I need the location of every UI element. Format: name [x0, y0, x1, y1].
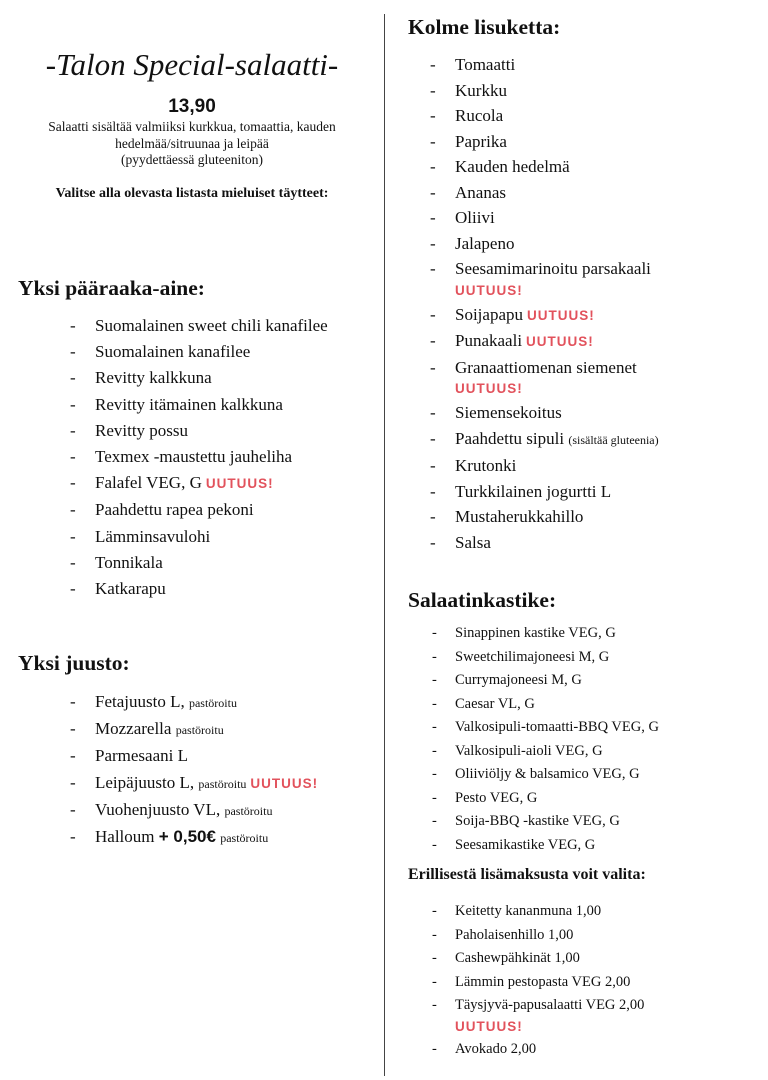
- menu-item: [430, 740, 659, 764]
- description-line: hedelmää/sitruunaa ja leipää: [115, 135, 269, 151]
- dressing-list: [430, 622, 659, 857]
- new-badge: UUTUUS!: [205, 476, 274, 492]
- menu-item-label: Tonnikala: [95, 552, 163, 572]
- menu-item: [430, 355, 659, 399]
- menu-item: [70, 550, 328, 576]
- menu-item: [430, 716, 659, 740]
- menu-item-label: Avokado 2,00: [455, 1040, 537, 1057]
- menu-item-label: Jalapeno: [455, 233, 515, 253]
- menu-item: [430, 302, 659, 329]
- menu-item-label: Soijapapu: [455, 304, 523, 324]
- menu-item: [70, 689, 318, 716]
- menu-item: [430, 426, 659, 454]
- menu-item-label: Krutonki: [455, 456, 517, 475]
- menu-item: [430, 787, 659, 811]
- menu-item-label: Valkosipuli-tomaatti-BBQ VEG, G: [455, 719, 659, 735]
- menu-item-note: pastöroitu: [198, 776, 247, 791]
- menu-item-label: Revitty kalkkuna: [95, 368, 212, 388]
- menu-item: [70, 392, 328, 418]
- menu-item-label: Valkosipuli-aioli VEG, G: [455, 742, 603, 759]
- menu-item: [70, 743, 318, 769]
- menu-item: [430, 810, 659, 834]
- extras-heading: Erillisestä lisämaksusta voit valita:: [408, 866, 646, 883]
- menu-item: [430, 994, 644, 1036]
- menu-item: [430, 154, 659, 180]
- menu-item: [70, 444, 328, 470]
- menu-item-label: Granaattiomenan siemenet: [455, 357, 637, 377]
- sides-list: [430, 52, 659, 555]
- menu-item: [430, 900, 644, 924]
- menu-item-note: pastöroitu: [220, 831, 269, 846]
- menu-item: [430, 669, 659, 693]
- menu-item: [70, 797, 318, 824]
- menu-item: [70, 313, 328, 339]
- menu-item-label: Täysjyvä-papusalaatti VEG 2,00: [455, 997, 645, 1013]
- menu-item: [430, 646, 659, 670]
- instruction: Valitse alla olevasta listasta mieluiset täytteet:: [55, 186, 329, 201]
- menu-item-label: Sinappinen kastike VEG, G: [455, 625, 616, 641]
- new-badge: UUTUUS!: [250, 775, 319, 791]
- sides-heading: Kolme lisuketta:: [408, 15, 561, 39]
- menu-item: [70, 716, 318, 743]
- menu-item-label: Revitty possu: [95, 420, 189, 440]
- menu-item: [430, 78, 659, 104]
- surcharge: + 0,50€: [158, 827, 216, 847]
- menu-item-label: Paprika: [455, 131, 507, 151]
- extras-list: [430, 900, 644, 1061]
- menu-item-label: Texmex -maustettu jauheliha: [95, 447, 293, 467]
- menu-item-label: Katkarapu: [95, 579, 166, 599]
- new-badge: UUTUUS!: [455, 1018, 523, 1034]
- menu-item: [430, 328, 659, 355]
- menu-item-label: Caesar VL, G: [455, 695, 535, 712]
- menu-item-label: Oliivi: [455, 208, 495, 227]
- menu-item: [430, 400, 659, 426]
- menu-item-label: Mustaherukkahillo: [455, 507, 584, 526]
- new-badge: UUTUUS!: [526, 334, 594, 349]
- menu-item-label: Soija-BBQ -kastike VEG, G: [455, 813, 620, 829]
- menu-item: [430, 530, 659, 556]
- menu-item-label: Currymajoneesi M, G: [455, 672, 582, 688]
- menu-item: [430, 479, 659, 505]
- menu-item-label: Lämminsavulohi: [95, 526, 211, 546]
- menu-item: [70, 418, 328, 444]
- menu-item-label: Salsa: [455, 532, 491, 552]
- menu-item-label: Paahdettu rapea pekoni: [95, 500, 254, 520]
- menu-item-label: Parmesaani L: [95, 746, 188, 766]
- menu-item-label: Suomalainen sweet chili kanafilee: [95, 316, 328, 335]
- new-badge: UUTUUS!: [527, 307, 595, 323]
- menu-item: [430, 763, 659, 787]
- menu-item-label: Halloum: [95, 827, 155, 847]
- main-ingredient-heading: Yksi pääraaka-aine:: [18, 276, 205, 300]
- menu-item-label: Ananas: [455, 182, 506, 202]
- menu-item: [430, 52, 659, 78]
- menu-item: [70, 497, 328, 523]
- menu-item-label: Paahdettu sipuli: [455, 428, 565, 448]
- menu-item: [70, 824, 318, 851]
- menu-item: [70, 365, 328, 391]
- menu-item-note: pastöroitu: [224, 803, 273, 818]
- menu-item-label: Kurkku: [455, 80, 507, 100]
- menu-item-label: Siemensekoitus: [455, 403, 562, 422]
- cheese-heading: Yksi juusto:: [18, 651, 130, 675]
- column-divider: [384, 14, 385, 1076]
- menu-item: [70, 470, 328, 497]
- menu-item: [430, 834, 659, 858]
- menu-item-label: Rucola: [455, 106, 504, 125]
- menu-item-label: Vuohenjuusto VL,: [95, 799, 221, 819]
- menu-item: [70, 339, 328, 365]
- menu-item: [430, 924, 644, 948]
- cheese-list: [70, 689, 318, 851]
- menu-item: [430, 103, 659, 129]
- menu-item-label: Cashewpähkinät 1,00: [455, 950, 580, 966]
- description-line: (pyydettäessä gluteeniton): [120, 152, 264, 167]
- menu-item: [430, 256, 659, 300]
- menu-item-label: Paholaisenhillo 1,00: [455, 926, 574, 943]
- menu-item-label: Fetajuusto L,: [95, 692, 185, 711]
- main-ingredient-list: [70, 313, 328, 602]
- description-line: Salaatti sisältää valmiiksi kurkkua, tomaattia, kauden: [48, 119, 336, 134]
- menu-item: [430, 504, 659, 530]
- menu-item-label: Falafel VEG, G: [95, 473, 202, 493]
- menu-item: [70, 524, 328, 550]
- menu-item-note: (sisältää gluteenia): [568, 432, 659, 447]
- menu-item-label: Mozzarella: [95, 719, 172, 739]
- menu-item: [430, 971, 644, 995]
- menu-item: [430, 947, 644, 971]
- price: 13,90: [168, 96, 216, 117]
- menu-item-label: Revitty itämainen kalkkuna: [95, 394, 283, 414]
- dressing-heading: Salaatinkastike:: [408, 588, 557, 612]
- menu-item-label: Pesto VEG, G: [455, 789, 538, 806]
- menu-item: [430, 231, 659, 257]
- menu-item-label: Oliiviöljy & balsamico VEG, G: [455, 766, 640, 782]
- menu-item: [430, 693, 659, 717]
- description: [20, 119, 364, 169]
- menu-item: [430, 129, 659, 155]
- menu-item: [70, 770, 318, 797]
- menu-item-note: pastöroitu: [188, 696, 237, 710]
- menu-item-label: Seesamikastike VEG, G: [455, 836, 596, 853]
- menu-item-label: Keitetty kananmuna 1,00: [455, 903, 602, 919]
- new-badge: UUTUUS!: [455, 381, 523, 396]
- menu-item: [430, 453, 659, 479]
- menu-item-label: Turkkilainen jogurtti L: [455, 481, 612, 501]
- new-badge: UUTUUS!: [455, 282, 523, 298]
- menu-item: [430, 180, 659, 206]
- menu-title: -Talon Special-salaatti-: [45, 47, 339, 82]
- menu-item-label: Tomaatti: [455, 55, 516, 74]
- menu-item: [70, 576, 328, 602]
- menu-item-label: Seesamimarinoitu parsakaali: [455, 259, 651, 278]
- menu-item-label: Suomalainen kanafilee: [95, 342, 251, 362]
- menu-item: [430, 1038, 644, 1062]
- menu-item-label: Kauden hedelmä: [455, 157, 570, 176]
- menu-item-label: Lämmin pestopasta VEG 2,00: [455, 973, 631, 990]
- menu-item-label: Leipäjuusto L,: [95, 772, 195, 792]
- menu-item: [430, 622, 659, 646]
- menu-item-label: Punakaali: [455, 331, 523, 350]
- menu-item: [430, 205, 659, 231]
- menu-item-note: pastöroitu: [175, 723, 224, 738]
- menu-item-label: Sweetchilimajoneesi M, G: [455, 648, 610, 665]
